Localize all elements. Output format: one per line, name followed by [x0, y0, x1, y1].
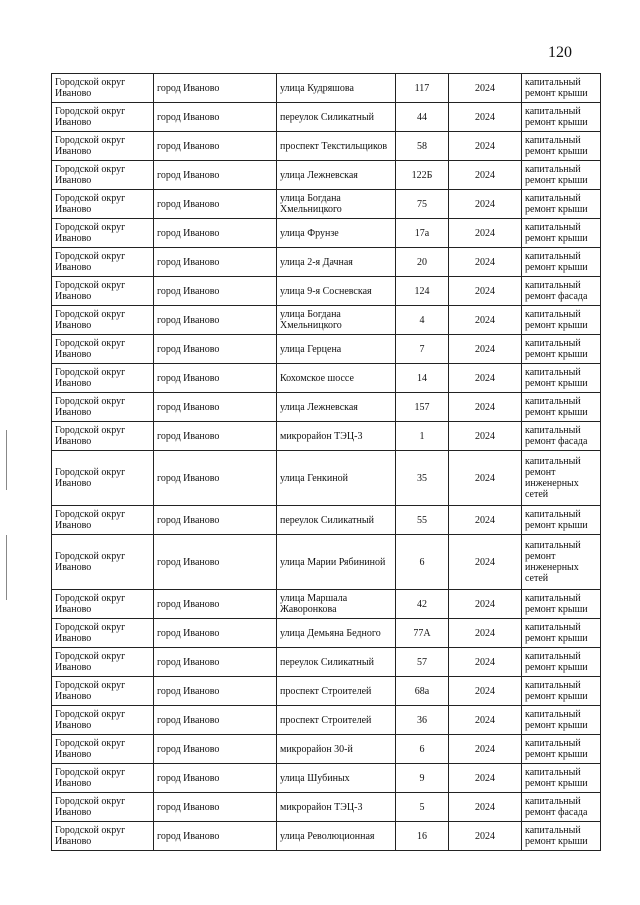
work-type-cell: капитальный ремонт крыши — [522, 132, 601, 161]
work-type-cell: капитальный ремонт фасада — [522, 277, 601, 306]
street-cell: улица Маршала Жаворонкова — [277, 590, 396, 619]
work-type-cell: капитальный ремонт инженерных сетей — [522, 535, 601, 590]
work-type-cell: капитальный ремонт крыши — [522, 74, 601, 103]
table-row — [52, 793, 601, 822]
year-cell: 2024 — [449, 822, 522, 851]
street-cell: переулок Силикатный — [277, 506, 396, 535]
house-number-cell: 157 — [396, 393, 449, 422]
city-cell: город Иваново — [154, 364, 277, 393]
street-cell: Кохомское шоссе — [277, 364, 396, 393]
table-row — [52, 219, 601, 248]
table-row — [52, 132, 601, 161]
left-margin-mark — [6, 430, 7, 490]
street-cell: улица Марии Рябининой — [277, 535, 396, 590]
work-type-cell: капитальный ремонт крыши — [522, 103, 601, 132]
year-cell: 2024 — [449, 648, 522, 677]
city-cell: город Иваново — [154, 306, 277, 335]
street-cell: улица Герцена — [277, 335, 396, 364]
house-number-cell: 1 — [396, 422, 449, 451]
street-cell: улица Кудряшова — [277, 74, 396, 103]
house-number-cell: 117 — [396, 74, 449, 103]
city-cell: город Иваново — [154, 161, 277, 190]
city-cell: город Иваново — [154, 451, 277, 506]
work-type-cell: капитальный ремонт фасада — [522, 422, 601, 451]
street-cell: улица Генкиной — [277, 451, 396, 506]
year-cell: 2024 — [449, 364, 522, 393]
district-cell: Городской округ Иваново — [52, 822, 154, 851]
year-cell: 2024 — [449, 735, 522, 764]
district-cell: Городской округ Иваново — [52, 335, 154, 364]
city-cell: город Иваново — [154, 590, 277, 619]
work-type-cell: капитальный ремонт крыши — [522, 364, 601, 393]
district-cell: Городской округ Иваново — [52, 677, 154, 706]
capital-repair-table — [51, 73, 601, 851]
district-cell: Городской округ Иваново — [52, 793, 154, 822]
work-type-cell: капитальный ремонт крыши — [522, 590, 601, 619]
house-number-cell: 6 — [396, 535, 449, 590]
street-cell: улица Фрунзе — [277, 219, 396, 248]
page-number: 120 — [548, 44, 572, 61]
street-cell: проспект Строителей — [277, 706, 396, 735]
table-row — [52, 677, 601, 706]
street-cell: улица 2-я Дачная — [277, 248, 396, 277]
house-number-cell: 14 — [396, 364, 449, 393]
city-cell: город Иваново — [154, 764, 277, 793]
table-row — [52, 364, 601, 393]
table-row — [52, 74, 601, 103]
table-row — [52, 506, 601, 535]
house-number-cell: 9 — [396, 764, 449, 793]
year-cell: 2024 — [449, 793, 522, 822]
city-cell: город Иваново — [154, 677, 277, 706]
street-cell: проспект Строителей — [277, 677, 396, 706]
house-number-cell: 6 — [396, 735, 449, 764]
street-cell: переулок Силикатный — [277, 648, 396, 677]
table-row — [52, 590, 601, 619]
table-row — [52, 422, 601, 451]
year-cell: 2024 — [449, 277, 522, 306]
house-number-cell: 75 — [396, 190, 449, 219]
year-cell: 2024 — [449, 590, 522, 619]
district-cell: Городской округ Иваново — [52, 306, 154, 335]
table-row — [52, 335, 601, 364]
house-number-cell: 55 — [396, 506, 449, 535]
district-cell: Городской округ Иваново — [52, 735, 154, 764]
street-cell: улица Революционная — [277, 822, 396, 851]
district-cell: Городской округ Иваново — [52, 648, 154, 677]
year-cell: 2024 — [449, 219, 522, 248]
left-margin-mark-lower — [6, 535, 7, 600]
city-cell: город Иваново — [154, 648, 277, 677]
city-cell: город Иваново — [154, 422, 277, 451]
city-cell: город Иваново — [154, 335, 277, 364]
table-row — [52, 451, 601, 506]
street-cell: микрорайон ТЭЦ-3 — [277, 422, 396, 451]
table-row — [52, 648, 601, 677]
street-cell: улица Шубиных — [277, 764, 396, 793]
district-cell: Городской округ Иваново — [52, 190, 154, 219]
district-cell: Городской округ Иваново — [52, 764, 154, 793]
house-number-cell: 20 — [396, 248, 449, 277]
city-cell: город Иваново — [154, 535, 277, 590]
year-cell: 2024 — [449, 451, 522, 506]
table-row — [52, 190, 601, 219]
work-type-cell: капитальный ремонт крыши — [522, 764, 601, 793]
street-cell: переулок Силикатный — [277, 103, 396, 132]
city-cell: город Иваново — [154, 74, 277, 103]
city-cell: город Иваново — [154, 219, 277, 248]
work-type-cell: капитальный ремонт крыши — [522, 822, 601, 851]
work-type-cell: капитальный ремонт крыши — [522, 506, 601, 535]
work-type-cell: капитальный ремонт крыши — [522, 677, 601, 706]
table-row — [52, 103, 601, 132]
district-cell: Городской округ Иваново — [52, 619, 154, 648]
table-row — [52, 161, 601, 190]
city-cell: город Иваново — [154, 248, 277, 277]
city-cell: город Иваново — [154, 103, 277, 132]
work-type-cell: капитальный ремонт инженерных сетей — [522, 451, 601, 506]
house-number-cell: 124 — [396, 277, 449, 306]
city-cell: город Иваново — [154, 506, 277, 535]
house-number-cell: 42 — [396, 590, 449, 619]
city-cell: город Иваново — [154, 190, 277, 219]
work-type-cell: капитальный ремонт крыши — [522, 706, 601, 735]
table-row — [52, 393, 601, 422]
year-cell: 2024 — [449, 190, 522, 219]
city-cell: город Иваново — [154, 277, 277, 306]
city-cell: город Иваново — [154, 619, 277, 648]
house-number-cell: 5 — [396, 793, 449, 822]
work-type-cell: капитальный ремонт крыши — [522, 190, 601, 219]
table-row — [52, 735, 601, 764]
district-cell: Городской округ Иваново — [52, 451, 154, 506]
table-row — [52, 764, 601, 793]
district-cell: Городской округ Иваново — [52, 422, 154, 451]
table-row — [52, 248, 601, 277]
house-number-cell: 7 — [396, 335, 449, 364]
table-row — [52, 822, 601, 851]
work-type-cell: капитальный ремонт крыши — [522, 648, 601, 677]
work-type-cell: капитальный ремонт крыши — [522, 306, 601, 335]
house-number-cell: 35 — [396, 451, 449, 506]
year-cell: 2024 — [449, 161, 522, 190]
district-cell: Городской округ Иваново — [52, 393, 154, 422]
year-cell: 2024 — [449, 677, 522, 706]
street-cell: улица 9-я Сосневская — [277, 277, 396, 306]
street-cell: улица Лежневская — [277, 161, 396, 190]
city-cell: город Иваново — [154, 822, 277, 851]
house-number-cell: 4 — [396, 306, 449, 335]
house-number-cell: 36 — [396, 706, 449, 735]
district-cell: Городской округ Иваново — [52, 506, 154, 535]
work-type-cell: капитальный ремонт крыши — [522, 393, 601, 422]
district-cell: Городской округ Иваново — [52, 535, 154, 590]
house-number-cell: 58 — [396, 132, 449, 161]
street-cell: микрорайон ТЭЦ-3 — [277, 793, 396, 822]
work-type-cell: капитальный ремонт крыши — [522, 248, 601, 277]
table-row — [52, 277, 601, 306]
year-cell: 2024 — [449, 393, 522, 422]
house-number-cell: 68а — [396, 677, 449, 706]
year-cell: 2024 — [449, 619, 522, 648]
work-type-cell: капитальный ремонт крыши — [522, 335, 601, 364]
year-cell: 2024 — [449, 706, 522, 735]
year-cell: 2024 — [449, 132, 522, 161]
city-cell: город Иваново — [154, 132, 277, 161]
district-cell: Городской округ Иваново — [52, 277, 154, 306]
house-number-cell: 44 — [396, 103, 449, 132]
year-cell: 2024 — [449, 306, 522, 335]
street-cell: улица Богдана Хмельницкого — [277, 306, 396, 335]
district-cell: Городской округ Иваново — [52, 248, 154, 277]
house-number-cell: 57 — [396, 648, 449, 677]
year-cell: 2024 — [449, 535, 522, 590]
city-cell: город Иваново — [154, 793, 277, 822]
year-cell: 2024 — [449, 422, 522, 451]
work-type-cell: капитальный ремонт крыши — [522, 161, 601, 190]
district-cell: Городской округ Иваново — [52, 590, 154, 619]
table-body — [52, 74, 601, 851]
street-cell: проспект Текстильщиков — [277, 132, 396, 161]
city-cell: город Иваново — [154, 706, 277, 735]
house-number-cell: 16 — [396, 822, 449, 851]
district-cell: Городской округ Иваново — [52, 103, 154, 132]
district-cell: Городской округ Иваново — [52, 74, 154, 103]
table-row — [52, 706, 601, 735]
street-cell: улица Демьяна Бедного — [277, 619, 396, 648]
street-cell: улица Лежневская — [277, 393, 396, 422]
city-cell: город Иваново — [154, 393, 277, 422]
year-cell: 2024 — [449, 103, 522, 132]
work-type-cell: капитальный ремонт крыши — [522, 735, 601, 764]
table-row — [52, 535, 601, 590]
district-cell: Городской округ Иваново — [52, 364, 154, 393]
district-cell: Городской округ Иваново — [52, 706, 154, 735]
district-cell: Городской округ Иваново — [52, 161, 154, 190]
work-type-cell: капитальный ремонт крыши — [522, 219, 601, 248]
city-cell: город Иваново — [154, 735, 277, 764]
house-number-cell: 17а — [396, 219, 449, 248]
house-number-cell: 122Б — [396, 161, 449, 190]
work-type-cell: капитальный ремонт крыши — [522, 619, 601, 648]
table-row — [52, 306, 601, 335]
year-cell: 2024 — [449, 764, 522, 793]
year-cell: 2024 — [449, 248, 522, 277]
year-cell: 2024 — [449, 506, 522, 535]
table-row — [52, 619, 601, 648]
work-type-cell: капитальный ремонт фасада — [522, 793, 601, 822]
year-cell: 2024 — [449, 335, 522, 364]
district-cell: Городской округ Иваново — [52, 219, 154, 248]
district-cell: Городской округ Иваново — [52, 132, 154, 161]
year-cell: 2024 — [449, 74, 522, 103]
street-cell: улица Богдана Хмельницкого — [277, 190, 396, 219]
house-number-cell: 77А — [396, 619, 449, 648]
street-cell: микрорайон 30-й — [277, 735, 396, 764]
